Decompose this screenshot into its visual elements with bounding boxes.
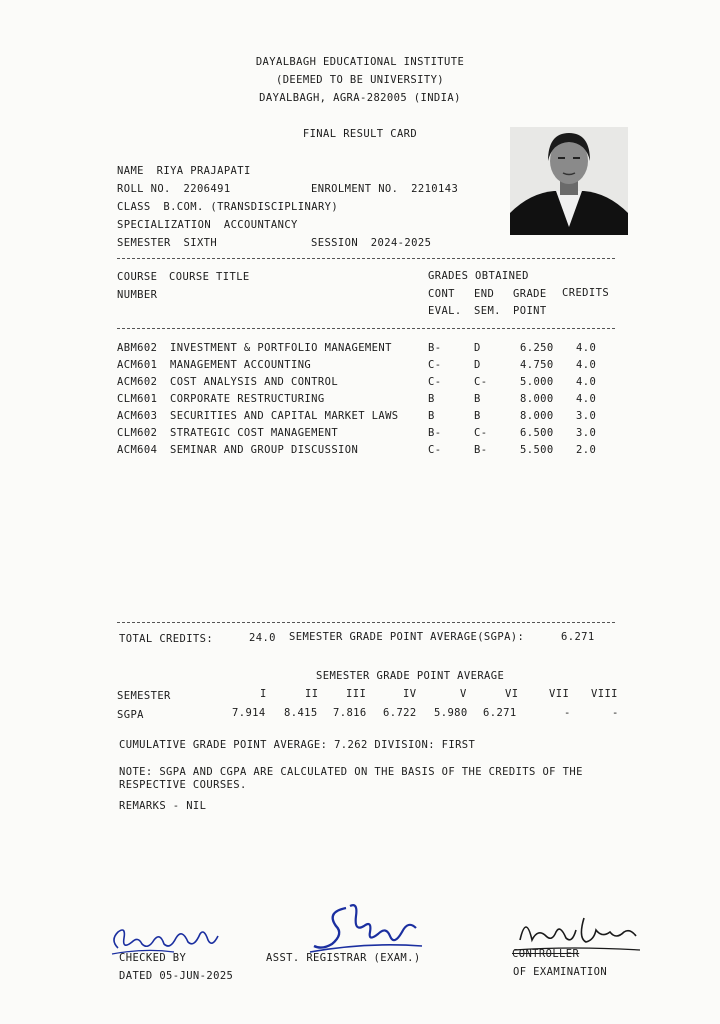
end-grade: C- <box>474 376 488 388</box>
th-credits: CREDITS <box>562 287 610 299</box>
th-end: END <box>474 288 495 300</box>
class-row <box>117 201 338 213</box>
class-label: CLASS <box>117 201 151 213</box>
checked-by-label: CHECKED BY <box>119 952 187 964</box>
credits: 3.0 <box>576 410 597 422</box>
divider <box>117 328 615 329</box>
cont-grade: C- <box>428 444 442 456</box>
semester-numeral: III <box>346 688 367 700</box>
course-code: ACM603 <box>117 410 158 422</box>
cont-grade: B- <box>428 427 442 439</box>
cont-grade: B- <box>428 342 442 354</box>
document-title: FINAL RESULT CARD <box>302 128 418 140</box>
cont-grade: B <box>428 393 435 405</box>
semester-numeral: VII <box>549 688 570 700</box>
th-point: POINT <box>513 305 547 317</box>
grade-point: 8.000 <box>520 410 554 422</box>
semester-value: SIXTH <box>183 237 218 249</box>
sgpa-value-cell: - <box>564 707 571 719</box>
course-title: INVESTMENT & PORTFOLIO MANAGEMENT <box>170 342 392 354</box>
semester-numeral: I <box>260 688 267 700</box>
roll-label: ROLL NO. <box>117 183 171 195</box>
note-line-1: NOTE: SGPA AND CGPA ARE CALCULATED ON THE BASIS OF THE CREDITS OF THE <box>119 766 583 778</box>
sgpa-row-sgpa-label: SGPA <box>117 709 144 721</box>
th-grades-obtained: GRADES OBTAINED <box>428 270 529 282</box>
grade-point: 6.500 <box>520 427 554 439</box>
sgpa-value-cell: 7.816 <box>333 707 367 719</box>
semester-numeral: II <box>305 688 319 700</box>
credits: 4.0 <box>576 359 597 371</box>
end-grade: B <box>474 393 481 405</box>
semester-label: SEMESTER <box>117 237 171 249</box>
credits: 2.0 <box>576 444 597 456</box>
semester-row <box>117 237 217 249</box>
enrolment-row <box>311 183 458 195</box>
student-name: RIYA PRAJAPATI <box>156 165 251 177</box>
name-label: NAME <box>117 165 144 177</box>
note-line-2: RESPECTIVE COURSES. <box>119 779 247 791</box>
end-grade: D <box>474 342 481 354</box>
semester-numeral: V <box>460 688 467 700</box>
sgpa-value-cell: 8.415 <box>284 707 318 719</box>
credits: 4.0 <box>576 393 597 405</box>
course-title: SEMINAR AND GROUP DISCUSSION <box>170 444 359 456</box>
course-title: MANAGEMENT ACCOUNTING <box>170 359 312 371</box>
course-title: COST ANALYSIS AND CONTROL <box>170 376 339 388</box>
total-credits-label: TOTAL CREDITS: <box>119 633 214 645</box>
grade-point: 8.000 <box>520 393 554 405</box>
institute-status: (DEEMED TO BE UNIVERSITY) <box>275 74 445 86</box>
end-grade: B- <box>474 444 488 456</box>
grade-point: 5.000 <box>520 376 554 388</box>
end-grade: B <box>474 410 481 422</box>
course-code: ABM602 <box>117 342 158 354</box>
th-course-title: COURSE TITLE <box>169 271 250 283</box>
dated-label: DATED 05-JUN-2025 <box>119 970 234 982</box>
credits: 4.0 <box>576 342 597 354</box>
enrolment-number: 2210143 <box>411 183 459 195</box>
roll-row <box>117 183 231 195</box>
semester-numeral: VIII <box>591 688 618 700</box>
end-grade: D <box>474 359 481 371</box>
th-grade: GRADE <box>513 288 547 300</box>
roll-number: 2206491 <box>183 183 231 195</box>
course-code: ACM604 <box>117 444 158 456</box>
sgpa-table-title: SEMESTER GRADE POINT AVERAGE <box>316 670 505 682</box>
grade-point: 5.500 <box>520 444 554 456</box>
sgpa-value-cell: 6.271 <box>483 707 517 719</box>
course-title: CORPORATE RESTRUCTURING <box>170 393 325 405</box>
class-value: B.COM. (TRANSDISCIPLINARY) <box>163 201 339 213</box>
registrar-signature <box>306 898 426 956</box>
sgpa-value-cell: - <box>612 707 619 719</box>
course-code: CLM602 <box>117 427 158 439</box>
sgpa-value-cell: 7.914 <box>232 707 266 719</box>
sgpa-label: SEMESTER GRADE POINT AVERAGE(SGPA): <box>289 631 525 643</box>
sgpa-value-cell: 5.980 <box>434 707 468 719</box>
of-examination-label: OF EXAMINATION <box>513 966 608 978</box>
session-value: 2024-2025 <box>370 237 432 249</box>
course-title: STRATEGIC COST MANAGEMENT <box>170 427 339 439</box>
grade-point: 4.750 <box>520 359 554 371</box>
divider <box>117 258 615 259</box>
th-number: NUMBER <box>117 289 158 301</box>
asst-registrar-label: ASST. REGISTRAR (EXAM.) <box>266 952 421 964</box>
cont-grade: B <box>428 410 435 422</box>
cont-grade: C- <box>428 359 442 371</box>
sgpa-value-cell: 6.722 <box>383 707 417 719</box>
cgpa-line: CUMULATIVE GRADE POINT AVERAGE: 7.262 DIVISION: FIRST <box>119 739 476 751</box>
credits: 4.0 <box>576 376 597 388</box>
th-sem: SEM. <box>474 305 501 317</box>
semester-numeral: VI <box>505 688 519 700</box>
student-photo <box>510 127 628 235</box>
cont-grade: C- <box>428 376 442 388</box>
course-code: ACM602 <box>117 376 158 388</box>
institute-address: DAYALBAGH, AGRA-282005 (INDIA) <box>259 92 461 104</box>
controller-label: CONTROLLER <box>512 948 580 960</box>
course-code: CLM601 <box>117 393 158 405</box>
total-credits-value: 24.0 <box>249 632 276 644</box>
session-label: SESSION <box>311 237 359 249</box>
course-code: ACM601 <box>117 359 158 371</box>
credits: 3.0 <box>576 427 597 439</box>
course-title: SECURITIES AND CAPITAL MARKET LAWS <box>170 410 399 422</box>
name-row <box>117 165 251 177</box>
sgpa-row-semester-label: SEMESTER <box>117 690 171 702</box>
semester-numeral: IV <box>403 688 417 700</box>
specialization-row <box>117 219 298 231</box>
th-cont: CONT <box>428 288 455 300</box>
specialization-value: ACCOUNTANCY <box>223 219 298 231</box>
grade-point: 6.250 <box>520 342 554 354</box>
end-grade: C- <box>474 427 488 439</box>
sgpa-value: 6.271 <box>561 631 595 643</box>
session-row <box>311 237 431 249</box>
th-course: COURSE <box>117 271 158 283</box>
remarks: REMARKS - NIL <box>119 800 207 812</box>
th-eval: EVAL. <box>428 305 462 317</box>
divider <box>117 622 615 623</box>
enrolment-label: ENROLMENT NO. <box>311 183 399 195</box>
specialization-label: SPECIALIZATION <box>117 219 212 231</box>
institute-name: DAYALBAGH EDUCATIONAL INSTITUTE <box>255 56 465 68</box>
